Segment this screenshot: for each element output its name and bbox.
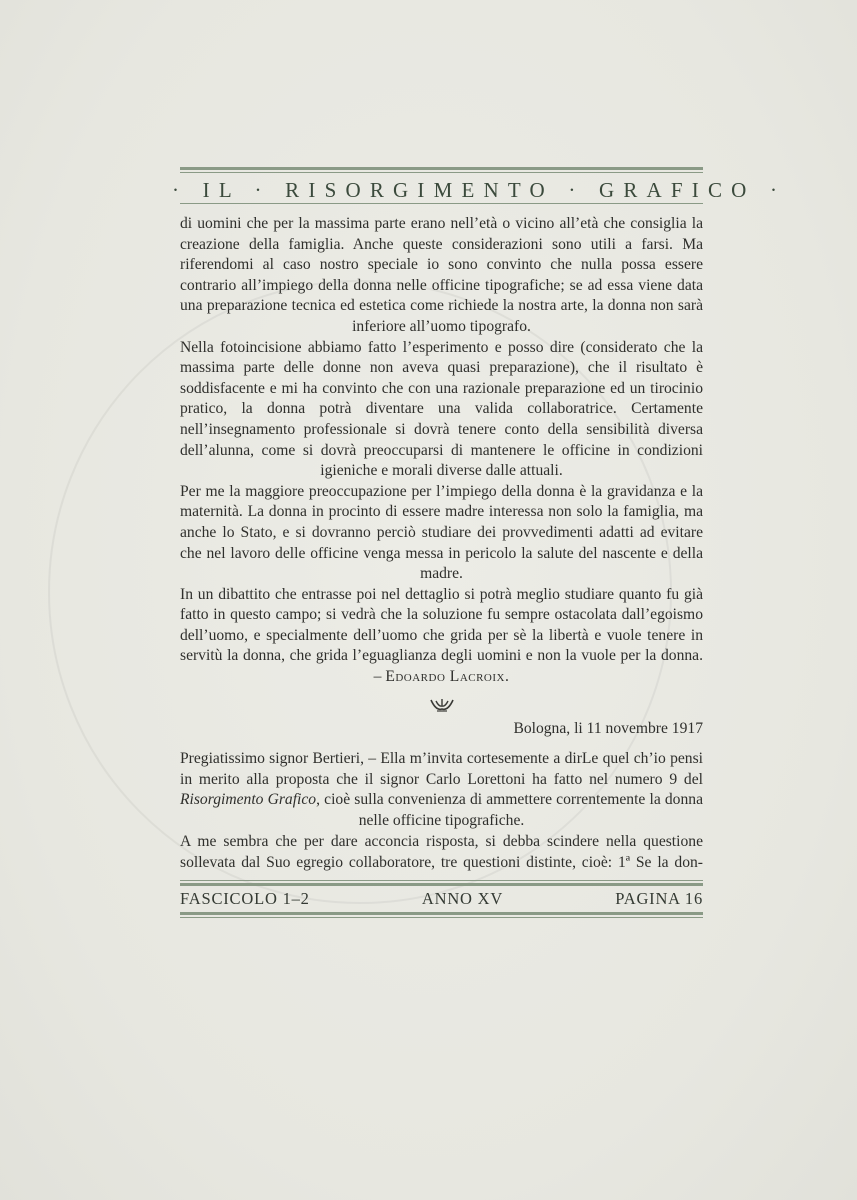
footer-issue: FASCICOLO 1–2 (180, 889, 310, 908)
paragraph: Nella fotoincisione abbiamo fatto l’esperimento e posso dire (considerato che la massima parte delle donne non aveva quasi preparazione), che il risultato è soddisfacente e mi ha convinto che con una razionale preparazione ed un tirocinio pratico, la donna potrà diventare una valida collaboratrice. Certamente nell’insegnamento professionale si dovrà tenere conto della sensibilità diversa dell’alunna, come si dovrà preoccuparsi di mantenere le officine in condizioni igieniche e morali diverse dalle attuali. (180, 338, 703, 480)
page-header: · IL · RISORGIMENTO · GRAFICO · (172, 178, 787, 202)
header-rule (180, 167, 703, 173)
publication-title: Risorgimento Grafico (180, 791, 317, 809)
footer-year: ANNO XV (421, 889, 504, 908)
article-body (180, 214, 703, 688)
letter-paragraph: A me sembra che per dare acconcia risposta, si debba scindere nella questione sollevata dal Suo egregio collaboratore, tre questioni distinte, cioè: 1ª Se la don- (180, 832, 703, 871)
letter-body (180, 749, 703, 873)
letter-paragraph: Pregiatissimo signor Bertieri, – Ella m’invita cortesemente a dirLe quel ch’io pensi in merito alla proposta che il signor Carlo Lorettoni ha fatto nel numero 9 del Risorgimento Grafico, cioè sulla convenienza di ammettere correntemente la donna nelle officine tipografiche. (180, 750, 703, 830)
author-signature: Edoardo Lacroix. (385, 668, 510, 686)
ornament-icon (428, 697, 456, 715)
paragraph: di uomini che per la massima parte erano nell’età o vicino all’età che consiglia la creazione della famiglia. Anche queste considerazioni sono utili a farsi. Ma riferendomi al caso nostro speciale io sono convinto che nulla possa essere contrario all’impiego della donna nelle officine tipografiche; se ad essa viene data una preparazione tecnica ed estetica come richiede la nostra arte, la donna non sarà inferiore all’uomo tipografo. (180, 215, 703, 335)
dateline: Bologna, li 11 novembre 1917 (513, 720, 703, 737)
footer-rule-top (180, 880, 703, 886)
footer-page-number: PAGINA 16 (615, 889, 703, 908)
paragraph: Per me la maggiore preoccupazione per l’impiego della donna è la gravidanza e la maternità. La donna in procinto di essere madre interessa non solo la famiglia, ma anche lo Stato, e si dovranno perciò studiare dei provvedimenti adatti ad evitare che nel lavoro delle officine venga messa in pericolo la salute del nascente e della madre. (180, 482, 703, 583)
paragraph-final: In un dibattito che entrasse poi nel dettaglio si potrà meglio studiare quanto fu già fatto in questo campo; si vedrà che la soluzione fu sempre ostacolata dall’egoismo dell’uomo, e specialmente dell’uomo che grida per sè la libertà e vuole tenere in servitù la donna, che grida l’eguaglianza degli uomini e non la vuole per la donna. – Edoardo Lacroix. (180, 585, 703, 686)
header-rule-lower (180, 203, 703, 204)
page-footer (180, 889, 703, 909)
footer-rule-bottom (180, 912, 703, 918)
